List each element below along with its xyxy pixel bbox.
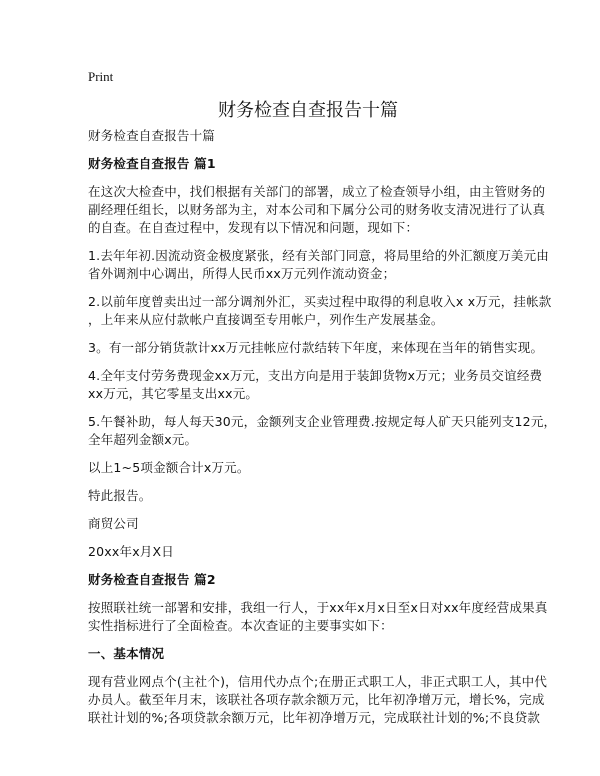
text-line: 5.午餐补助，每人每天30元，金额列支企业管理费.按规定每人矿天只能列支12元， [88,414,557,429]
paragraph [88,673,548,727]
paragraph [88,127,528,145]
paragraph [88,459,528,477]
paragraph [88,183,546,237]
text-line: 全年超列金额x元。 [88,432,198,447]
paragraph [88,543,528,561]
text-line: ，上年来从应付款帐户直接调至专用帐户，列作生产发展基金。 [88,312,444,327]
text-line: 一、基本情况 [88,646,165,661]
text-line: 按照联社统一部署和安排，我组一行人，于xx年x月x日至x日对xx年度经营成果真 [88,600,548,615]
text-line: 财务检查自查报告十篇 [88,128,216,143]
page-title: 财务检查自查报告十篇 [218,100,398,121]
text-line: 20xx年x月X日 [88,544,174,559]
text-line: xx万元，其它零星支出xx元。 [88,386,259,401]
print-link[interactable]: Print [88,69,114,84]
text-line: 3。有一部分销货款计xx万元挂帐应付款结转下年度，来体现在当年的销售实现。 [88,340,544,355]
text-line: 2.以前年度曾卖出过一部分调剂外汇，买卖过程中取得的利息收入x x万元，挂帐款 [88,294,552,309]
paragraph [88,339,544,357]
paragraph [88,515,528,533]
text-line: 财务检查自查报告 篇2 [88,572,216,587]
section-heading [88,571,528,589]
paragraph [88,293,552,329]
text-line: 财务检查自查报告 篇1 [88,156,216,171]
paragraph [88,247,550,283]
text-line: 办员人。截至年月末，该联社各项存款余额万元，比年初净增万元，增长%，完成 [88,692,545,707]
document-page [88,68,557,737]
paragraph [88,413,557,449]
section-heading [88,645,528,663]
text-line: 副经理任组长，以财务部为主，对本公司和下属分公司的财务收支清况进行了认真 [88,202,546,217]
paragraph [88,599,548,635]
paragraph [88,487,528,505]
section-heading [88,155,528,173]
paragraph [88,367,543,403]
text-line: 省外调剂中心调出，所得人民币xx万元列作流动资金； [88,266,396,281]
text-line: 联社计划的%;各项贷款余额万元，比年初净增万元，完成联社计划的%;不良贷款 [88,710,541,725]
text-line: 的自查。在自查过程中，发现有以下情况和问题，现如下： [88,220,419,235]
text-line: 4.全年支付劳务费现金xx万元，支出方向是用于装卸货物x万元；业务员交谊经费 [88,368,543,383]
text-line: 以上1~5项金额合计x万元。 [88,460,250,475]
document-body [88,127,557,727]
text-line: 在这次大检查中，找们根据有关部门的部署，成立了检查领导小组，由主管财务的 [88,184,546,199]
text-line: 现有营业网点个(主社个)，信用代办点个;在册正式职工人，非正式职工人，其中代 [88,674,548,689]
text-line: 特此报告。 [88,488,152,503]
text-line: 1.去年年初.因流动资金极度紧张，经有关部门同意，将局里给的外汇额度万美元由 [88,248,550,263]
text-line: 商贸公司 [88,516,139,531]
text-line: 实性指标进行了全面检查。本次查证的主要事实如下： [88,618,393,633]
